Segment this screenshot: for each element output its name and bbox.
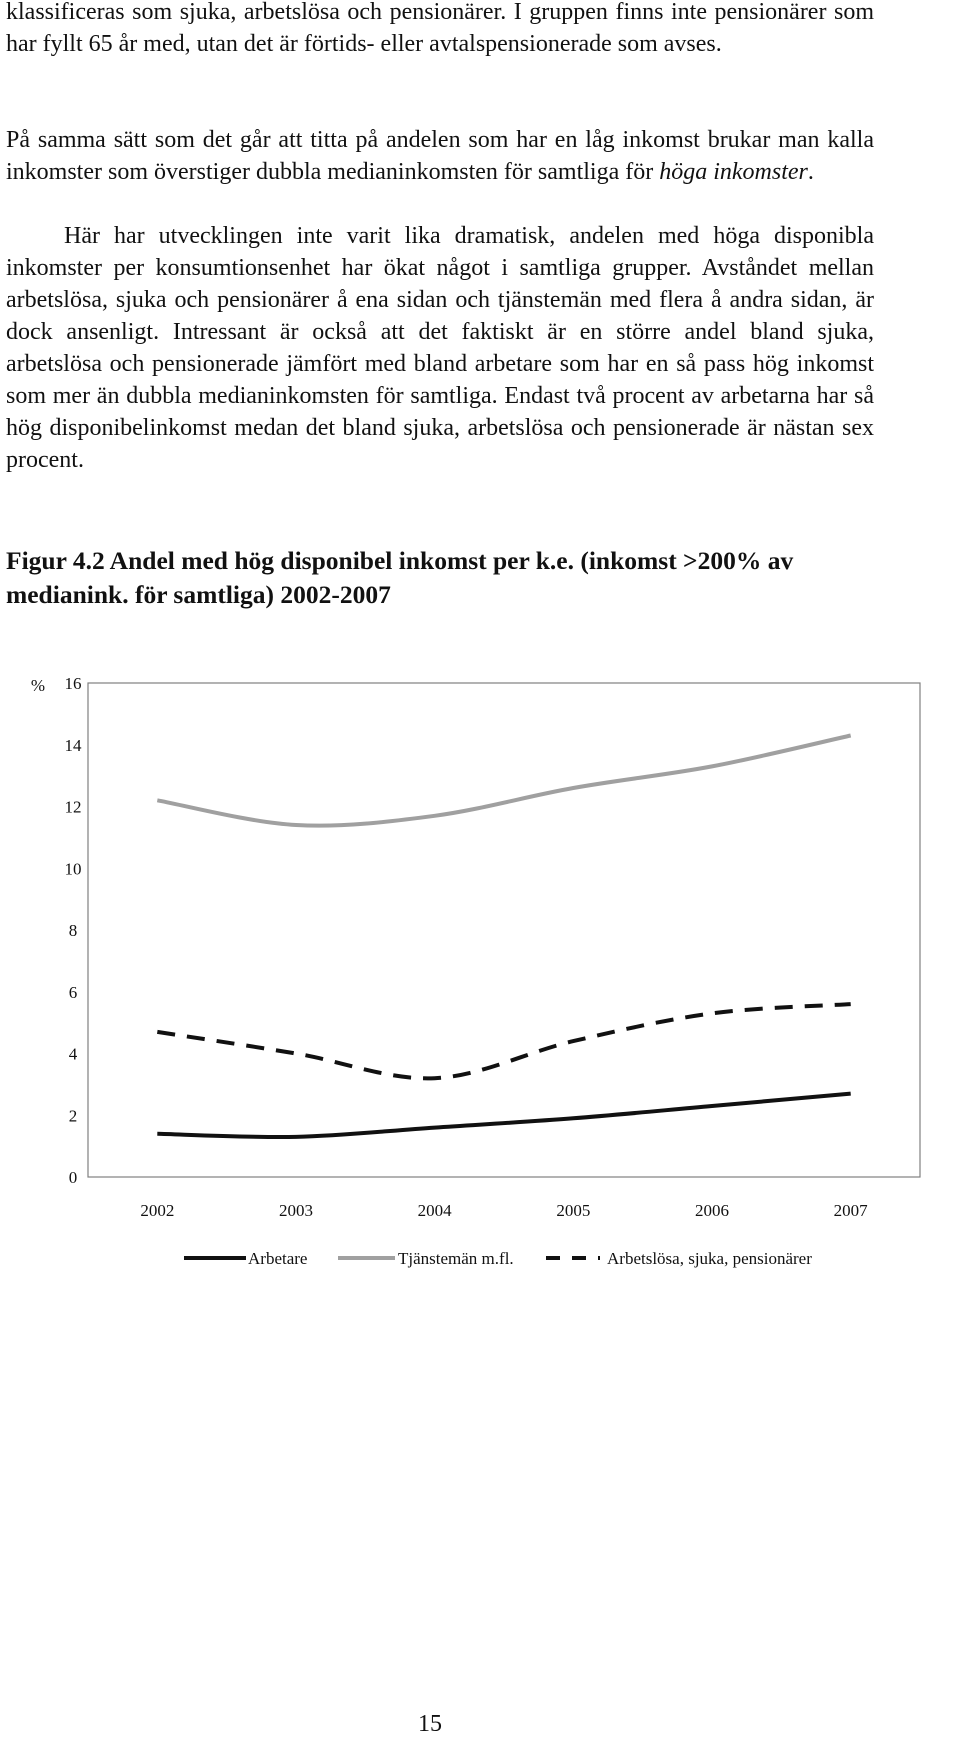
x-tick-label: 2005 — [556, 1201, 591, 1220]
y-tick-label: 10 — [64, 859, 82, 879]
x-tick-label: 2002 — [140, 1201, 175, 1220]
paragraph-1-text: klassificeras som sjuka, arbetslösa och pensionärer. I gruppen finns inte pensionärer som har fyllt 65 år med, utan det är förtids- eller avtalspensionerade som avses. — [6, 0, 874, 57]
paragraph-1 — [6, 0, 874, 60]
paragraph-2-text-start: På samma sätt som det går att titta på andelen som har en låg inkomst brukar man kalla inkomster som överstiger dubbla medianinkomsten för samtliga för — [6, 127, 874, 185]
x-tick-label: 2003 — [279, 1201, 313, 1220]
legend-label: Arbetslösa, sjuka, pensionärer — [607, 1249, 812, 1268]
y-tick-label: 16 — [64, 674, 82, 693]
plot-area — [31, 674, 920, 1220]
paragraph-2 — [6, 124, 874, 188]
y-tick-label: 14 — [64, 735, 82, 755]
y-axis-label: % — [30, 676, 46, 695]
page-number: 15 — [418, 1711, 442, 1737]
x-tick-label: 2006 — [695, 1201, 729, 1220]
paragraph-2-text — [6, 124, 874, 188]
plot-frame — [88, 683, 920, 1177]
paragraph-3 — [6, 220, 874, 476]
chart-legend — [184, 1249, 812, 1268]
legend-arbetare — [184, 1249, 307, 1268]
line-chart — [0, 650, 960, 1290]
figure-title: Figur 4.2 Andel med hög disponibel inkomst per k.e. (inkomst >200% av medianink. för samtliga) 2002-2007 — [6, 546, 794, 609]
x-tick-label: 2007 — [833, 1201, 868, 1220]
legend-tjansteman — [338, 1249, 514, 1268]
series-line-tjansteman — [157, 736, 850, 826]
paragraph-2-text-end: . — [807, 159, 814, 185]
y-tick-label: 2 — [68, 1106, 78, 1126]
legend-arbetslosa — [546, 1249, 812, 1268]
paragraph-2-emphasis: höga inkomster — [659, 159, 808, 185]
x-tick-label: 2004 — [417, 1201, 452, 1220]
series-line-arbetare — [157, 1094, 850, 1137]
y-tick-label: 0 — [68, 1168, 78, 1187]
paragraph-3-text: Här har utvecklingen inte varit lika dramatisk, andelen med höga disponibla inkomster per konsumtionsenhet har ökat något i samtliga grupper. Avståndet mellan arbetslösa, sjuka och pensionärer å ena sidan och tjänstemän med flera å andra sidan, är dock ansenligt. Intressant är också att det faktiskt är en större andel bland sjuka, arbetslösa och pensionerade jämfört med bland arbetare som har en så pass hög inkomst som mer än dubbla medianinkomsten för samtliga. Endast två procent av arbetarna har så hög disponibelinkomst medan det bland sjuka, arbetslösa och pensionerade är nästan sex procent. — [6, 223, 874, 473]
legend-label: Tjänstemän m.fl. — [398, 1249, 514, 1268]
legend-label: Arbetare — [248, 1249, 308, 1268]
y-tick-label: 12 — [64, 797, 82, 817]
series-line-arbetslosa — [157, 1004, 850, 1078]
y-tick-label: 6 — [68, 982, 78, 1002]
y-tick-label: 8 — [68, 921, 78, 940]
y-tick-label: 4 — [68, 1044, 78, 1064]
